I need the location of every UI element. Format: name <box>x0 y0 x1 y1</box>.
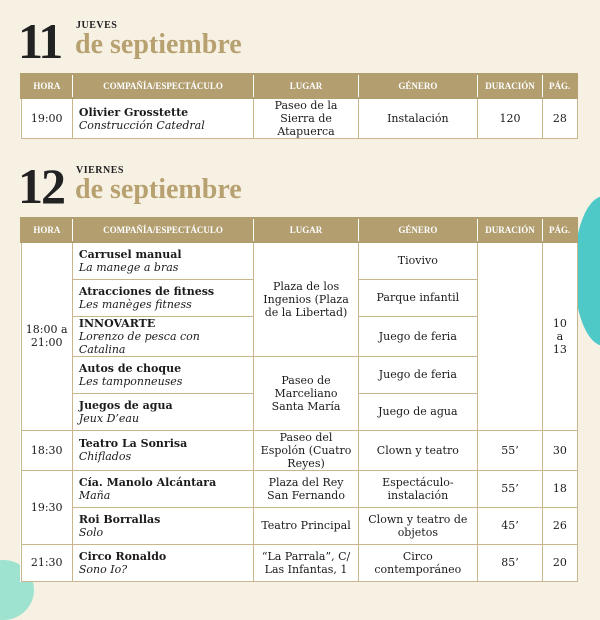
cell-company <box>72 544 253 581</box>
table-row <box>21 507 577 544</box>
header-hora: HORA <box>21 218 72 242</box>
table-header-row <box>21 74 577 98</box>
header-pag: PÁG. <box>543 218 577 242</box>
header-lugar: LUGAR <box>254 74 359 98</box>
cell-genero: Clown y teatro de objetos <box>358 507 477 544</box>
cell-pag: 18 <box>543 470 577 507</box>
header-compania: COMPAÑÍA/ESPECTÁCULO <box>72 218 253 242</box>
cell-lugar: “La Parrala”, C/ Las Infantas, 1 <box>254 544 359 581</box>
day-number: 12 <box>18 158 64 214</box>
cell-company <box>72 470 253 507</box>
company-name: Atracciones de fitness <box>78 284 215 298</box>
cell-genero: Espectáculo-instalación <box>358 470 477 507</box>
header-pag: PÁG. <box>543 74 577 98</box>
cell-company <box>72 393 253 430</box>
company-name: Autos de choque <box>78 361 182 375</box>
header-duracion: DURACIÓN <box>477 218 542 242</box>
cell-pag: 20 <box>543 544 577 581</box>
show-title: Les tamponneuses <box>78 374 183 388</box>
header-genero: GÉNERO <box>358 74 477 98</box>
company-name: Carrusel manual <box>78 247 182 261</box>
cell-lugar: Paseo de Marceliano Santa María <box>254 356 359 430</box>
cell-hora: 21:30 <box>21 544 72 581</box>
cell-genero: Instalación <box>358 98 477 139</box>
show-title: Chiflados <box>78 450 132 463</box>
cell-company <box>72 98 253 139</box>
company-name: Olivier Grosstette <box>78 105 189 119</box>
table-row <box>21 430 577 470</box>
cell-hora: 18:00 a 21:00 <box>21 242 72 430</box>
cell-company <box>72 279 253 316</box>
cell-genero: Juego de feria <box>358 316 477 356</box>
table-header-row <box>21 218 577 242</box>
show-title: Lorenzo de pesca con Catalina <box>78 329 200 356</box>
cell-duracion: 55’ <box>477 430 542 470</box>
cell-pag <box>543 242 577 430</box>
show-title: La manege a bras <box>78 260 179 274</box>
cell-duracion: 45’ <box>477 507 542 544</box>
cell-company <box>72 242 253 279</box>
company-name: Roi Borrallas <box>78 512 161 526</box>
weekday-label: VIERNES <box>76 165 124 176</box>
cell-lugar: Plaza de los Ingenios (Plaza de la Libertad) <box>254 242 359 356</box>
cell-duracion: 120 <box>477 98 542 139</box>
header-hora: HORA <box>21 74 72 98</box>
schedule-table-day-12 <box>20 217 578 582</box>
company-name: Teatro La Sonrisa <box>78 437 188 450</box>
cell-company <box>72 356 253 393</box>
cell-genero: Juego de feria <box>358 356 477 393</box>
header-compania: COMPAÑÍA/ESPECTÁCULO <box>72 74 253 98</box>
cell-genero: Juego de agua <box>358 393 477 430</box>
cell-genero: Circo contemporáneo <box>358 544 477 581</box>
company-name: Cía. Manolo Alcántara <box>78 475 217 489</box>
cell-hora: 19:30 <box>21 470 72 544</box>
company-name: INNOVARTE <box>78 316 156 330</box>
cell-duracion <box>477 242 542 430</box>
show-title: Maña <box>78 488 111 502</box>
pag-range-start: 10 <box>552 316 567 330</box>
cell-lugar: Plaza del Rey San Fernando <box>254 470 359 507</box>
schedule-table-day-11 <box>20 73 578 139</box>
cell-hora: 18:30 <box>21 430 72 470</box>
weekday-label: JUEVES <box>76 20 118 31</box>
show-title: Sono Io? <box>78 562 128 576</box>
month-label: de septiembre <box>75 174 242 205</box>
cell-genero: Parque infantil <box>358 279 477 316</box>
cell-duracion: 55’ <box>477 470 542 507</box>
table-row <box>21 470 577 507</box>
show-title: Les manèges fitness <box>78 297 192 311</box>
show-title: Jeux D’eau <box>78 411 140 425</box>
company-name: Circo Ronaldo <box>78 549 167 563</box>
show-title: Construcción Catedral <box>78 118 205 132</box>
table-row <box>21 544 577 581</box>
cell-lugar: Teatro Principal <box>254 507 359 544</box>
cell-lugar: Paseo del Espolón (Cuatro Reyes) <box>254 430 359 470</box>
cell-duracion: 85’ <box>477 544 542 581</box>
cell-company <box>72 430 253 470</box>
cell-pag: 30 <box>543 430 577 470</box>
company-name: Juegos de agua <box>78 398 173 412</box>
show-title: Solo <box>78 525 104 539</box>
cell-pag: 28 <box>543 98 577 139</box>
pag-range-end: 13 <box>552 342 567 356</box>
cell-pag: 26 <box>543 507 577 544</box>
header-duracion: DURACIÓN <box>477 74 542 98</box>
table-row <box>21 242 577 279</box>
cell-genero: Clown y teatro <box>358 430 477 470</box>
cell-lugar: Paseo de la Sierra de Atapuerca <box>254 98 359 139</box>
cell-company <box>72 507 253 544</box>
header-lugar: LUGAR <box>254 218 359 242</box>
month-label: de septiembre <box>75 29 242 60</box>
cell-genero: Tiovivo <box>358 242 477 279</box>
cell-company <box>72 316 253 356</box>
header-genero: GÉNERO <box>358 218 477 242</box>
day-number: 11 <box>18 13 62 69</box>
cell-hora: 19:00 <box>21 98 72 139</box>
table-row <box>21 98 577 139</box>
pag-range-sep: a <box>556 329 564 343</box>
